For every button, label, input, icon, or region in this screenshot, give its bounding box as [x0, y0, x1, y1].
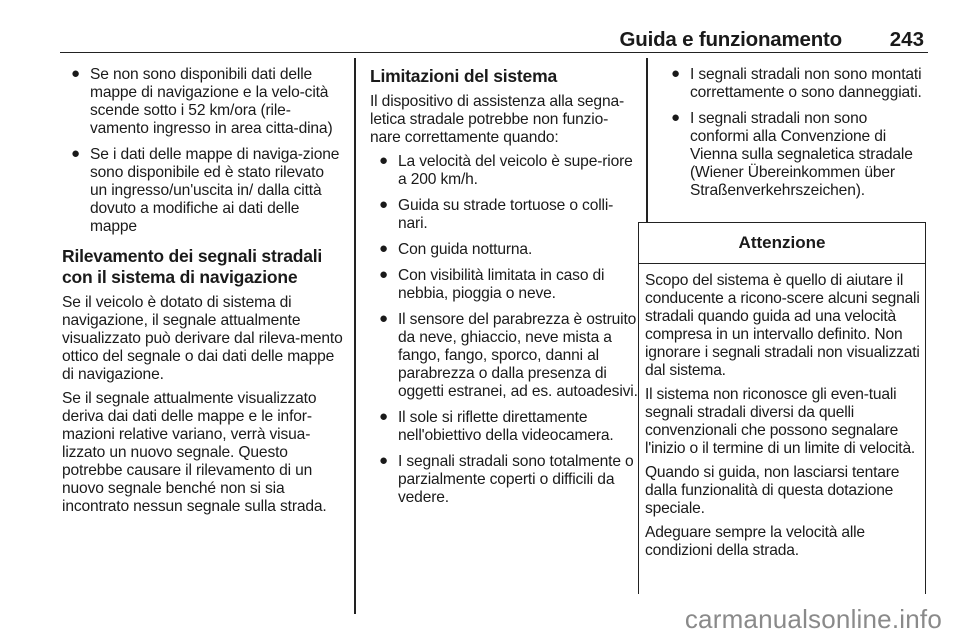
list-item: ● Il sole si riflette direttamente nell'obiettivo della videocamera. [379, 408, 614, 444]
bullet-list [662, 66, 928, 200]
paragraph: Il sistema non riconosce gli even-tuali segnali stradali diversi da quelli convenzionali che possono segnalare l'inizio o il termine di un limite di velocità. [645, 386, 916, 457]
bullet-icon: ● [71, 145, 80, 162]
list-item: ● Guida su strade tortuose o colli-nari. [379, 196, 614, 232]
list-item: ● I segnali stradali non sono conformi alla Convenzione di Vienna sulla segnaletica stradale (Wiener Übereinkommen über Straßenverkehrszeichen). [671, 109, 913, 199]
section-heading: Rilevamento dei segnali stradali con il sistema di navigazione [62, 246, 323, 287]
paragraph: Il dispositivo di assistenza alla segna-letica stradale potrebbe non funzio-nare correttamente quando: [370, 93, 625, 146]
bullet-icon: ● [379, 240, 388, 257]
bullet-icon: ● [71, 65, 80, 82]
list-item: ● Il sensore del parabrezza è ostruito da neve, ghiaccio, neve mista a fango, fango, sporco, danni al parabrezza o dalla presenza di oggetti estranei, ad es. autoadesivi. [379, 310, 638, 400]
list-item: ● Con visibilità limitata in caso di nebbia, pioggia o neve. [379, 266, 605, 302]
bullet-icon: ● [379, 152, 388, 169]
list-item: ● I segnali stradali sono totalmente o parzialmente coperti o difficili da vedere. [379, 452, 634, 506]
bullet-icon: ● [379, 266, 388, 283]
bullet-icon: ● [379, 408, 388, 425]
paragraph: Quando si guida, non lasciarsi tentare dalla funzionalità di questa dotazione speciale. [645, 464, 900, 517]
paragraph: Se il segnale attualmente visualizzato deriva dai dati delle mappe e le infor-mazioni relative variano, verrà visua-lizzato un nuovo segnale. Questo potrebbe causare il rilevamento di un nuovo segnale benché non si sia incontrato nessun segnale sulla strada. [62, 390, 327, 515]
bullet-icon: ● [379, 452, 388, 469]
bullet-icon: ● [671, 109, 680, 126]
section-heading: Limitazioni del sistema [370, 66, 557, 86]
paragraph: Adeguare sempre la velocità alle condizioni della strada. [645, 524, 865, 559]
bullet-icon: ● [379, 196, 388, 213]
page-number: 243 [889, 28, 924, 51]
watermark-text: carmanualsonline.info [684, 604, 942, 634]
column-divider-1 [354, 58, 356, 614]
column-divider-2 [646, 58, 648, 222]
bullet-icon: ● [379, 310, 388, 327]
caution-body [639, 264, 925, 560]
column-1 [62, 66, 344, 522]
section-title: Guida e funzionamento [619, 28, 842, 51]
column-2 [370, 66, 638, 515]
list-item: ● I segnali stradali non sono montati correttamente o sono danneggiati. [671, 65, 922, 101]
column-3 [662, 66, 928, 208]
list-item: ● Se i dati delle mappe di naviga-zione sono disponibile ed è stato rilevato un ingresso/un'uscita in/ dalla città dovuto a modifiche ai dati delle mappe [71, 145, 340, 235]
caution-title: Attenzione [639, 222, 925, 264]
paragraph: Scopo del sistema è quello di aiutare il conducente a ricono-scere alcuni segnali stradali quando guida ad una velocità compresa in un intervallo definito. Non ignorare i segnali stradali non visualizzati dal sistema. [645, 272, 920, 379]
bullet-icon: ● [671, 65, 680, 82]
list-item: ● Con guida notturna. [379, 240, 533, 258]
list-item: ● La velocità del veicolo è supe-riore a 200 km/h. [379, 152, 633, 188]
bullet-list [370, 153, 638, 507]
caution-box [638, 222, 926, 594]
paragraph: Se il veicolo è dotato di sistema di navigazione, il segnale attualmente visualizzato può derivare dal rileva-mento ottico del segnale o dai dati delle mappe di navigazione. [62, 294, 343, 383]
bullet-list [62, 66, 344, 236]
list-item: ● Se non sono disponibili dati delle mappe di navigazione e la velo-cità scende sotto i 52 km/ora (rile-vamento ingresso in area citta-dina) [71, 65, 333, 137]
page-header [60, 28, 928, 53]
